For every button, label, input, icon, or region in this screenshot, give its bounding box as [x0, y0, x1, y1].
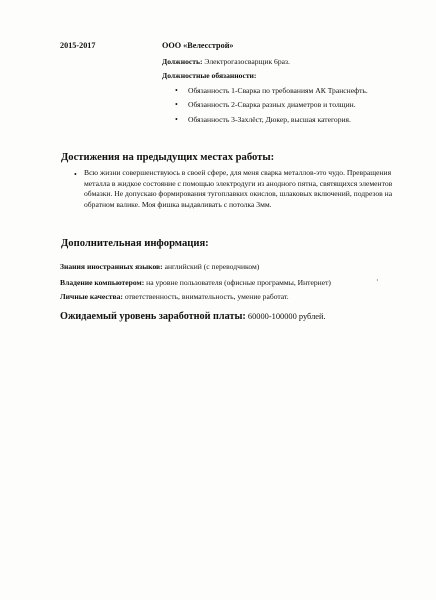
languages-row — [60, 262, 259, 273]
position-row — [162, 57, 290, 68]
computer-skills-row — [60, 278, 331, 289]
bullet-icon: • — [175, 100, 178, 109]
position-label: Должность: — [162, 57, 203, 66]
achievements-title: Достижения на предыдущих местах работы: — [61, 152, 275, 163]
bullet-icon: • — [175, 115, 178, 124]
duties-title: Должностные обязанности: — [162, 71, 257, 80]
duty-text: Обязанность 3-Захлёст, Дюкер, высшая категория. — [188, 115, 351, 124]
salary-row — [60, 306, 326, 324]
additional-title: Дополнительная информация: — [61, 238, 209, 249]
personal-label: Личные качества: — [60, 292, 123, 301]
computer-label: Владение компьютером: — [60, 278, 145, 287]
languages-value: английский (с переводчиком) — [162, 262, 260, 271]
salary-value: 60000-100000 рублей. — [245, 312, 326, 321]
experience-years: 2015-2017 — [60, 41, 96, 50]
stray-mark: · — [376, 276, 379, 285]
personal-qualities-row — [60, 292, 289, 303]
bullet-icon: • — [74, 170, 77, 179]
computer-value: на уровне пользователя (офисные программы, Интернет) — [144, 278, 331, 287]
duty-text: Обязанность 1-Сварка по требованиям АК Транснефть. — [188, 86, 368, 95]
languages-label: Знания иностранных языков: — [60, 262, 163, 271]
achievements-text: Всю жизни совершенствуюсь в своей сфере, для меня сварка металлов-это чудо. Превращения металла в жидкое состояние с помощью электродуги из анодного пятна, святящихся элементов обмазки. Не допускаю формирования тугоплавких окислов, шлаковых включений, подрезов на обратном валике. Моя фишка выдавливать с потолка 3мм. — [84, 168, 393, 209]
salary-label: Ожидаемый уровень заработной платы: — [60, 311, 246, 322]
duty-text: Обязанность 2-Сварка разных диаметров и толщин. — [188, 100, 356, 109]
company-name: ООО «Велесстрой» — [162, 41, 234, 50]
personal-value: ответственность, внимательность, умение работат. — [122, 292, 289, 301]
position-value: Электрогазосварщик 6раз. — [202, 57, 290, 66]
bullet-icon: • — [175, 86, 178, 95]
